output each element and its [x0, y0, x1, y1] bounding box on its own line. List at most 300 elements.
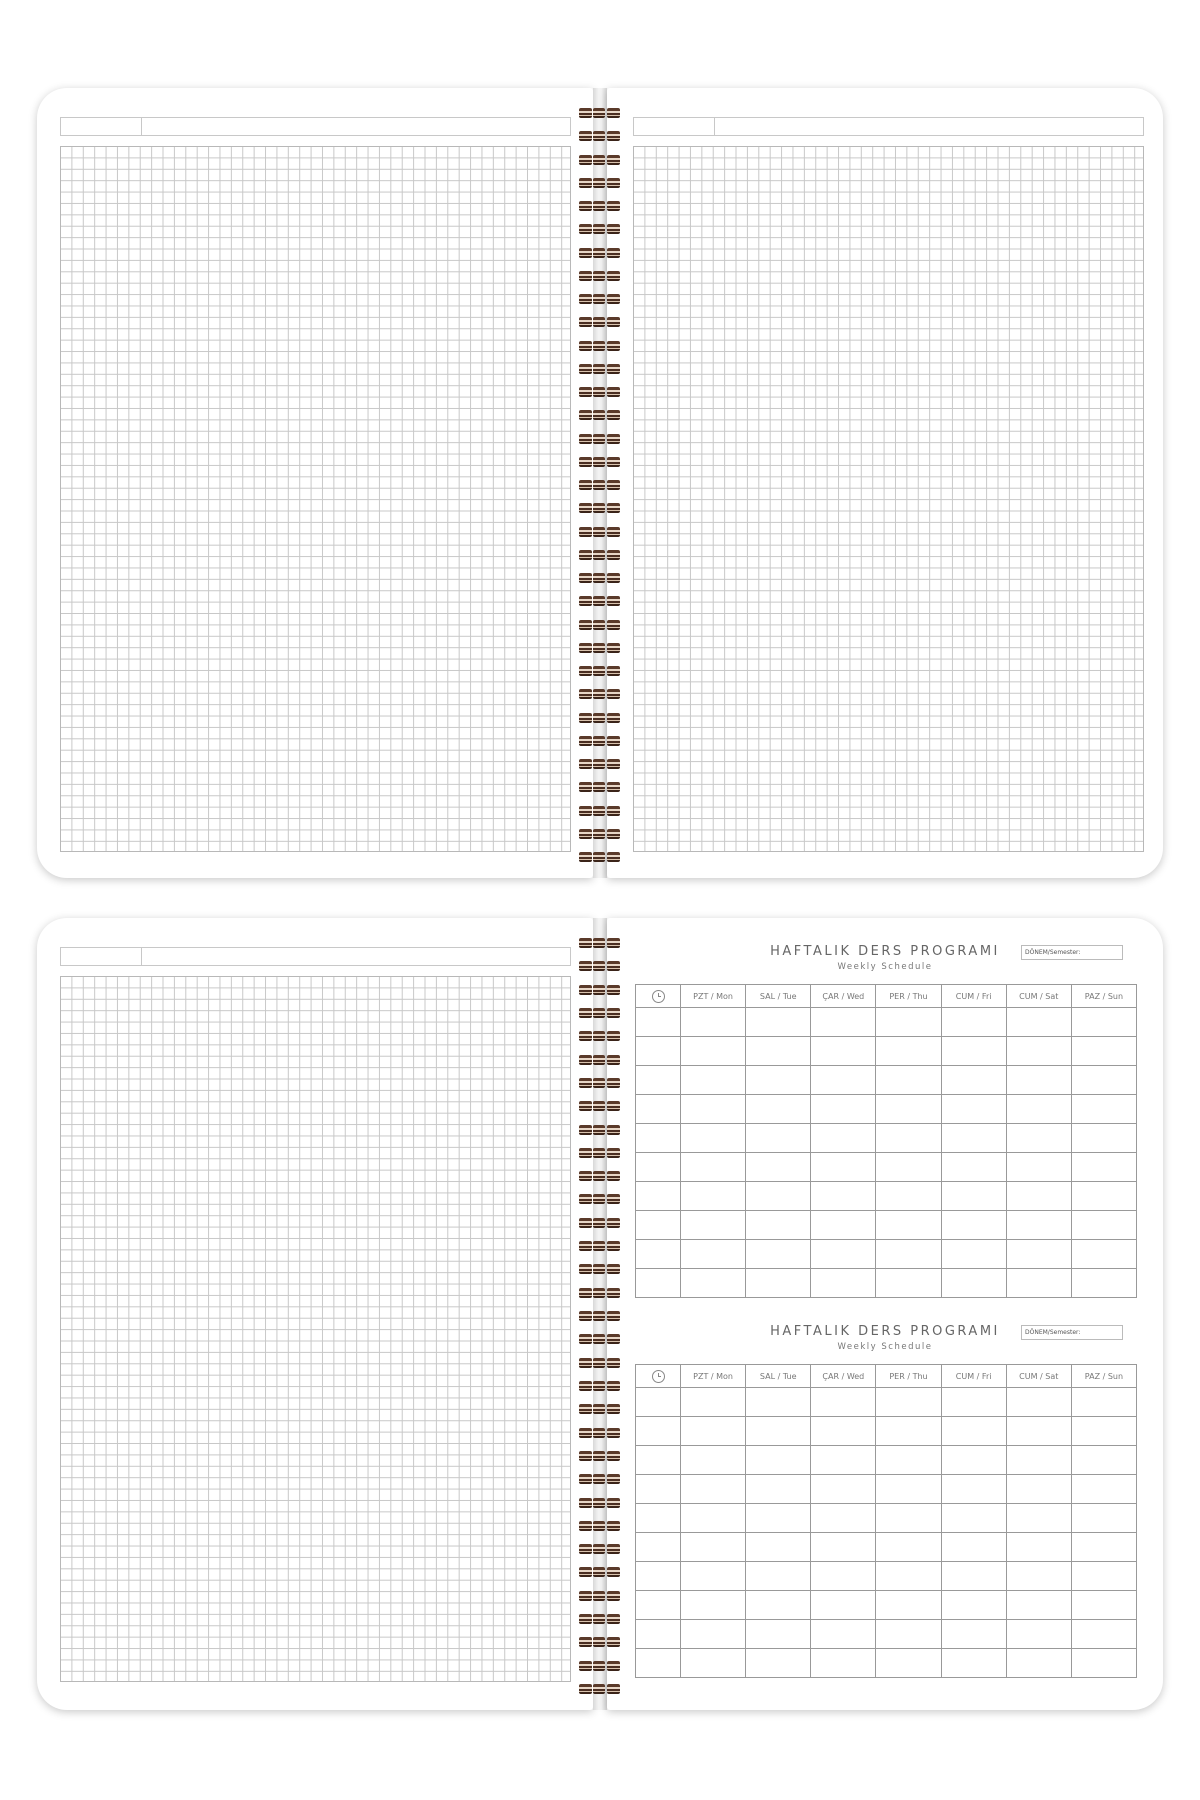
schedule-cell[interactable]	[681, 1649, 746, 1678]
spiral-loop	[579, 131, 592, 141]
schedule-cell[interactable]	[811, 1095, 876, 1124]
schedule-cell[interactable]	[681, 1620, 746, 1649]
schedule-cell[interactable]	[876, 1066, 941, 1095]
schedule-cell[interactable]	[746, 1446, 811, 1475]
spiral-loop	[579, 155, 592, 165]
schedule-cell[interactable]	[1071, 1095, 1136, 1124]
schedule-cell[interactable]	[876, 1240, 941, 1269]
schedule-cell[interactable]	[746, 1649, 811, 1678]
spiral-ring	[577, 1426, 623, 1440]
spiral-loop	[607, 1567, 620, 1577]
spiral-loop	[607, 1637, 620, 1647]
schedule-cell[interactable]	[746, 1269, 811, 1298]
spiral-ring	[577, 804, 623, 818]
spiral-loop	[579, 480, 592, 490]
schedule-cell[interactable]	[876, 1533, 941, 1562]
spiral-loop	[579, 364, 592, 374]
spiral-loop	[579, 1218, 592, 1228]
schedule-title: HAFTALIK DERS PROGRAMI	[770, 944, 1000, 959]
schedule-cell[interactable]	[1006, 1533, 1071, 1562]
schedule-cell[interactable]	[1006, 1649, 1071, 1678]
spiral-loop	[607, 1614, 620, 1624]
schedule-cell[interactable]	[941, 1446, 1006, 1475]
schedule-cell[interactable]	[876, 1504, 941, 1533]
schedule-cell[interactable]	[811, 1504, 876, 1533]
schedule-cell[interactable]	[1071, 1124, 1136, 1153]
schedule-cell[interactable]	[681, 1417, 746, 1446]
spiral-loop	[579, 806, 592, 816]
schedule-cell[interactable]	[811, 1446, 876, 1475]
time-cell[interactable]	[636, 1620, 681, 1649]
spiral-loop	[607, 1031, 620, 1041]
schedule-cell[interactable]	[1006, 1388, 1071, 1417]
spiral-loop	[607, 1241, 620, 1251]
time-column-header	[636, 985, 681, 1008]
time-cell[interactable]	[636, 1475, 681, 1504]
spiral-ring	[577, 1589, 623, 1603]
spiral-loop	[607, 294, 620, 304]
schedule-cell[interactable]	[1071, 1591, 1136, 1620]
schedule-cell[interactable]	[1006, 1504, 1071, 1533]
spiral-loop	[607, 1544, 620, 1554]
schedule-cell[interactable]	[1071, 1504, 1136, 1533]
day-header: ÇAR / Wed	[811, 1365, 876, 1388]
spiral-loop	[593, 1194, 605, 1204]
schedule-cell[interactable]	[681, 1533, 746, 1562]
schedule-cell[interactable]	[941, 1240, 1006, 1269]
schedule-cell[interactable]	[1071, 1240, 1136, 1269]
spiral-loop	[593, 985, 605, 995]
schedule-cell[interactable]	[811, 1591, 876, 1620]
spiral-ring	[577, 1356, 623, 1370]
spiral-loop	[607, 689, 620, 699]
time-cell[interactable]	[636, 1008, 681, 1037]
schedule-row	[636, 1417, 1137, 1446]
spiral-loop	[607, 736, 620, 746]
schedule-cell[interactable]	[1006, 1211, 1071, 1240]
spiral-loop	[607, 387, 620, 397]
schedule-cell[interactable]	[681, 1066, 746, 1095]
schedule-cell[interactable]	[811, 1153, 876, 1182]
spiral-loop	[607, 1055, 620, 1065]
schedule-cell[interactable]	[746, 1008, 811, 1037]
schedule-cell[interactable]	[1006, 1153, 1071, 1182]
schedule-cell[interactable]	[1006, 1182, 1071, 1211]
spiral-loop	[579, 713, 592, 723]
schedule-cell[interactable]	[746, 1182, 811, 1211]
schedule-cell[interactable]	[941, 1182, 1006, 1211]
schedule-row	[636, 1182, 1137, 1211]
schedule-cell[interactable]	[1006, 1620, 1071, 1649]
spiral-ring	[577, 780, 623, 794]
schedule-cell[interactable]	[1006, 1269, 1071, 1298]
spiral-loop	[607, 1498, 620, 1508]
schedule-cell[interactable]	[681, 1124, 746, 1153]
schedule-cell[interactable]	[876, 1388, 941, 1417]
schedule-cell[interactable]	[746, 1037, 811, 1066]
schedule-cell[interactable]	[1006, 1037, 1071, 1066]
time-cell[interactable]	[636, 1446, 681, 1475]
spiral-loop	[607, 457, 620, 467]
spiral-loop	[593, 387, 605, 397]
time-cell[interactable]	[636, 1591, 681, 1620]
schedule-cell[interactable]	[746, 1533, 811, 1562]
spiral-loop	[593, 1498, 605, 1508]
schedule-cell[interactable]	[876, 1649, 941, 1678]
spiral-ring	[577, 959, 623, 973]
spiral-loop	[593, 550, 605, 560]
schedule-cell[interactable]	[1006, 1446, 1071, 1475]
schedule-row	[636, 1620, 1137, 1649]
spiral-ring	[577, 641, 623, 655]
schedule-cell[interactable]	[876, 1008, 941, 1037]
spiral-ring	[577, 687, 623, 701]
schedule-cell[interactable]	[811, 1649, 876, 1678]
spiral-ring	[577, 1682, 623, 1696]
schedule-cell[interactable]	[746, 1211, 811, 1240]
schedule-cell[interactable]	[746, 1153, 811, 1182]
spiral-ring	[577, 1286, 623, 1300]
square-grid	[60, 146, 571, 852]
time-cell[interactable]	[636, 1504, 681, 1533]
spiral-ring	[577, 1449, 623, 1463]
schedule-cell[interactable]	[941, 1124, 1006, 1153]
spiral-loop	[593, 1311, 605, 1321]
spiral-loop	[579, 620, 592, 630]
schedule-cell[interactable]	[681, 1504, 746, 1533]
schedule-cell[interactable]	[1071, 1008, 1136, 1037]
schedule-cell[interactable]	[746, 1504, 811, 1533]
schedule-cell[interactable]	[1006, 1008, 1071, 1037]
schedule-table	[635, 984, 1137, 1298]
spiral-loop	[579, 178, 592, 188]
schedule-cell[interactable]	[1071, 1153, 1136, 1182]
schedule-cell[interactable]	[811, 1211, 876, 1240]
spiral-loop	[579, 1241, 592, 1251]
spiral-loop	[607, 1358, 620, 1368]
schedule-cell[interactable]	[746, 1124, 811, 1153]
schedule-cell[interactable]	[1071, 1475, 1136, 1504]
time-cell[interactable]	[636, 1417, 681, 1446]
schedule-cell[interactable]	[746, 1095, 811, 1124]
time-cell[interactable]	[636, 1066, 681, 1095]
spiral-loop	[607, 666, 620, 676]
spiral-ring	[577, 594, 623, 608]
spiral-ring	[577, 292, 623, 306]
schedule-cell[interactable]	[876, 1475, 941, 1504]
spiral-loop	[593, 1078, 605, 1088]
schedule-cell[interactable]	[681, 1037, 746, 1066]
schedule-cell[interactable]	[941, 1037, 1006, 1066]
schedule-cell[interactable]	[1006, 1562, 1071, 1591]
spiral-ring	[577, 408, 623, 422]
schedule-cell[interactable]	[811, 1037, 876, 1066]
spiral-loop	[593, 666, 605, 676]
time-cell[interactable]	[636, 1037, 681, 1066]
schedule-cell[interactable]	[941, 1269, 1006, 1298]
spiral-loop	[579, 1101, 592, 1111]
schedule-cell[interactable]	[1071, 1649, 1136, 1678]
spiral-loop	[593, 1288, 605, 1298]
schedule-cell[interactable]	[1071, 1533, 1136, 1562]
schedule-cell[interactable]	[811, 1182, 876, 1211]
spiral-ring	[577, 1239, 623, 1253]
schedule-cell[interactable]	[941, 1475, 1006, 1504]
schedule-cell[interactable]	[876, 1182, 941, 1211]
spiral-loop	[593, 1008, 605, 1018]
schedule-cell[interactable]	[1071, 1417, 1136, 1446]
spiral-loop	[607, 1288, 620, 1298]
spiral-ring	[577, 1635, 623, 1649]
schedule-cell[interactable]	[1006, 1475, 1071, 1504]
spiral-loop	[607, 573, 620, 583]
spiral-loop	[579, 1148, 592, 1158]
schedule-cell[interactable]	[1071, 1269, 1136, 1298]
spiral-loop	[607, 1148, 620, 1158]
time-cell[interactable]	[636, 1211, 681, 1240]
spiral-loop	[579, 736, 592, 746]
spiral-loop	[593, 271, 605, 281]
schedule-cell[interactable]	[876, 1095, 941, 1124]
spiral-loop	[579, 1031, 592, 1041]
schedule-cell[interactable]	[941, 1095, 1006, 1124]
spiral-ring	[577, 1565, 623, 1579]
schedule-cell[interactable]	[876, 1124, 941, 1153]
semester-field[interactable]: DÖNEM/Semester:	[1021, 945, 1123, 960]
schedule-cell[interactable]	[876, 1562, 941, 1591]
schedule-cell[interactable]	[811, 1124, 876, 1153]
schedule-row	[636, 1475, 1137, 1504]
time-cell[interactable]	[636, 1562, 681, 1591]
schedule-row	[636, 1649, 1137, 1678]
spiral-ring	[577, 664, 623, 678]
schedule-cell[interactable]	[811, 1533, 876, 1562]
schedule-cell[interactable]	[746, 1417, 811, 1446]
schedule-cell[interactable]	[876, 1446, 941, 1475]
spiral-loop	[593, 620, 605, 630]
semester-field[interactable]: DÖNEM/Semester:	[1021, 1325, 1123, 1340]
schedule-row	[636, 1562, 1137, 1591]
spiral-loop	[607, 1684, 620, 1694]
schedule-cell[interactable]	[1006, 1240, 1071, 1269]
schedule-cell[interactable]	[746, 1475, 811, 1504]
schedule-cell[interactable]	[811, 1388, 876, 1417]
spiral-loop	[593, 503, 605, 513]
spiral-loop	[579, 457, 592, 467]
time-cell[interactable]	[636, 1182, 681, 1211]
spiral-loop	[593, 1451, 605, 1461]
time-column-header	[636, 1365, 681, 1388]
clock-icon	[652, 1370, 665, 1383]
schedule-subtitle: Weekly Schedule	[837, 962, 933, 972]
spiral-loop	[593, 1334, 605, 1344]
spiral-loop	[593, 527, 605, 537]
schedule-cell[interactable]	[1071, 1388, 1136, 1417]
schedule-cell[interactable]	[746, 1240, 811, 1269]
time-cell[interactable]	[636, 1388, 681, 1417]
schedule-cell[interactable]	[941, 1388, 1006, 1417]
schedule-cell[interactable]	[941, 1591, 1006, 1620]
spiral-loop	[579, 550, 592, 560]
schedule-cell[interactable]	[1071, 1562, 1136, 1591]
schedule-cell[interactable]	[681, 1475, 746, 1504]
spiral-loop	[607, 1008, 620, 1018]
schedule-cell[interactable]	[1006, 1124, 1071, 1153]
schedule-cell[interactable]	[811, 1008, 876, 1037]
schedule-cell[interactable]	[681, 1562, 746, 1591]
spiral-loop	[579, 1498, 592, 1508]
schedule-cell[interactable]	[941, 1066, 1006, 1095]
spiral-loop	[593, 294, 605, 304]
time-cell[interactable]	[636, 1649, 681, 1678]
spiral-ring	[577, 827, 623, 841]
schedule-cell[interactable]	[746, 1591, 811, 1620]
schedule-cell[interactable]	[1071, 1211, 1136, 1240]
schedule-cell[interactable]	[681, 1182, 746, 1211]
notebook-spread-top	[37, 88, 1163, 878]
schedule-cell[interactable]	[811, 1240, 876, 1269]
schedule-cell[interactable]	[1006, 1066, 1071, 1095]
spiral-loop	[579, 108, 592, 118]
spiral-loop	[607, 806, 620, 816]
schedule-cell[interactable]	[1006, 1591, 1071, 1620]
schedule-row	[636, 1211, 1137, 1240]
spiral-ring	[577, 983, 623, 997]
schedule-cell[interactable]	[1006, 1095, 1071, 1124]
spiral-loop	[579, 1125, 592, 1135]
schedule-page	[607, 918, 1163, 1710]
schedule-cell[interactable]	[876, 1153, 941, 1182]
schedule-title: HAFTALIK DERS PROGRAMI	[770, 1324, 1000, 1339]
schedule-cell[interactable]	[681, 1240, 746, 1269]
spiral-ring	[577, 936, 623, 950]
spiral-ring	[577, 176, 623, 190]
schedule-cell[interactable]	[811, 1475, 876, 1504]
spiral-loop	[579, 201, 592, 211]
page-header-box	[60, 947, 571, 966]
spiral-loop	[593, 829, 605, 839]
schedule-row	[636, 1591, 1137, 1620]
spiral-loop	[593, 806, 605, 816]
spiral-ring	[577, 315, 623, 329]
schedule-cell[interactable]	[1071, 1620, 1136, 1649]
schedule-cell[interactable]	[681, 1388, 746, 1417]
schedule-cell[interactable]	[746, 1620, 811, 1649]
spiral-loop	[579, 1474, 592, 1484]
schedule-cell[interactable]	[941, 1620, 1006, 1649]
spiral-loop	[607, 480, 620, 490]
time-cell[interactable]	[636, 1240, 681, 1269]
schedule-cell[interactable]	[681, 1446, 746, 1475]
spiral-loop	[593, 1684, 605, 1694]
spiral-ring	[577, 571, 623, 585]
schedule-cell[interactable]	[941, 1649, 1006, 1678]
schedule-cell[interactable]	[681, 1269, 746, 1298]
spiral-loop	[579, 341, 592, 351]
schedule-cell[interactable]	[746, 1066, 811, 1095]
schedule-cell[interactable]	[876, 1211, 941, 1240]
schedule-cell[interactable]	[941, 1211, 1006, 1240]
spiral-loop	[593, 1148, 605, 1158]
schedule-cell[interactable]	[811, 1620, 876, 1649]
time-cell[interactable]	[636, 1153, 681, 1182]
spiral-ring	[577, 129, 623, 143]
spiral-loop	[607, 759, 620, 769]
spiral-loop	[607, 985, 620, 995]
spiral-ring	[577, 153, 623, 167]
spiral-ring	[577, 432, 623, 446]
spiral-loop	[607, 364, 620, 374]
schedule-cell[interactable]	[876, 1417, 941, 1446]
schedule-cell[interactable]	[876, 1591, 941, 1620]
schedule-cell[interactable]	[941, 1008, 1006, 1037]
day-header: PAZ / Sun	[1071, 985, 1136, 1008]
spiral-loop	[593, 782, 605, 792]
schedule-cell[interactable]	[1071, 1182, 1136, 1211]
schedule-cell[interactable]	[811, 1269, 876, 1298]
schedule-cell[interactable]	[941, 1562, 1006, 1591]
spiral-loop	[579, 852, 592, 862]
square-grid	[633, 146, 1144, 852]
time-cell[interactable]	[636, 1124, 681, 1153]
schedule-cell[interactable]	[681, 1153, 746, 1182]
schedule-cell[interactable]	[1071, 1037, 1136, 1066]
spiral-loop	[607, 1334, 620, 1344]
schedule-cell[interactable]	[876, 1269, 941, 1298]
spiral-loop	[607, 527, 620, 537]
schedule-cell[interactable]	[1071, 1066, 1136, 1095]
time-cell[interactable]	[636, 1095, 681, 1124]
schedule-cell[interactable]	[811, 1417, 876, 1446]
schedule-cell[interactable]	[681, 1008, 746, 1037]
schedule-cell[interactable]	[941, 1533, 1006, 1562]
schedule-row	[636, 1240, 1137, 1269]
time-cell[interactable]	[636, 1533, 681, 1562]
schedule-cell[interactable]	[1006, 1417, 1071, 1446]
spiral-ring	[577, 478, 623, 492]
time-cell[interactable]	[636, 1269, 681, 1298]
spiral-loop	[579, 1637, 592, 1647]
schedule-row	[636, 1153, 1137, 1182]
spiral-loop	[579, 961, 592, 971]
square-grid	[60, 976, 571, 1682]
spiral-ring	[577, 1472, 623, 1486]
schedule-cell[interactable]	[811, 1562, 876, 1591]
schedule-cell[interactable]	[941, 1417, 1006, 1446]
spiral-loop	[579, 434, 592, 444]
spiral-loop	[593, 938, 605, 948]
schedule-cell[interactable]	[681, 1095, 746, 1124]
schedule-cell[interactable]	[746, 1388, 811, 1417]
schedule-cell[interactable]	[941, 1504, 1006, 1533]
schedule-cell[interactable]	[941, 1153, 1006, 1182]
schedule-cell[interactable]	[876, 1037, 941, 1066]
schedule-row	[636, 1446, 1137, 1475]
spiral-loop	[579, 1684, 592, 1694]
schedule-cell[interactable]	[876, 1620, 941, 1649]
schedule-cell[interactable]	[681, 1211, 746, 1240]
schedule-cell[interactable]	[811, 1066, 876, 1095]
spiral-loop	[607, 1194, 620, 1204]
schedule-row	[636, 1066, 1137, 1095]
schedule-cell[interactable]	[681, 1591, 746, 1620]
spiral-loop	[593, 1358, 605, 1368]
spiral-loop	[593, 1241, 605, 1251]
spiral-loop	[607, 1451, 620, 1461]
spiral-loop	[593, 248, 605, 258]
schedule-cell[interactable]	[746, 1562, 811, 1591]
schedule-cell[interactable]	[1071, 1446, 1136, 1475]
